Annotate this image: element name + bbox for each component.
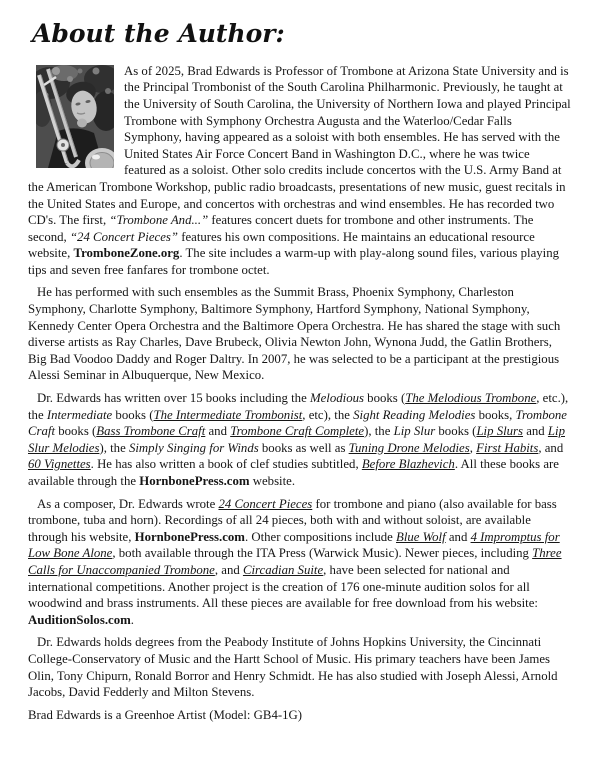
book-title-link[interactable]: Three Calls for Unaccompanied Trombone <box>28 546 562 577</box>
work-title: Melodious <box>309 391 364 406</box>
book-title-link[interactable]: Blue Wolf <box>396 529 446 544</box>
bio-text-run: Dr. Edwards has written over 15 books including the <box>37 391 310 406</box>
book-title-link[interactable]: 4 Impromptus for Low Bone Alone <box>28 529 560 561</box>
bio-text-run: books, <box>475 407 516 422</box>
work-title: Simply Singing for Winds <box>128 440 259 455</box>
bio-text-run: , and <box>214 562 243 577</box>
bio-text-run: features his own compositions. He maintains an educational resource website, <box>28 229 535 261</box>
website-name: HornbonePress.com <box>139 474 250 488</box>
work-title: “24 Concert Pieces” <box>69 229 178 244</box>
work-title: Lip Slur <box>393 424 436 439</box>
bio-text-run: ), the <box>364 424 394 439</box>
book-title-link[interactable]: Lip Slurs <box>476 424 524 439</box>
bio-text-run: books ( <box>363 391 406 406</box>
bio-text-run: Brad Edwards is a Greenhoe Artist (Model: GB4-1G) <box>28 707 303 722</box>
book-title-link[interactable]: The Melodious Trombone <box>405 391 537 406</box>
book-title-link[interactable]: The Intermediate Trombonist <box>153 407 303 422</box>
bio-text-run: books as well as <box>258 440 349 455</box>
bio-text-run: . Other compositions include <box>244 529 397 544</box>
bio-text-run: , and <box>538 440 564 455</box>
website-name: TromboneZone.org <box>73 246 180 261</box>
bio-paragraph <box>28 284 572 384</box>
bio-text-run: , have been selected for national and international competitions. Another project is the creation of 176 one-minute audition solos for all woodwind and brass instruments. All these pieces are available for free download from his website: <box>28 562 538 611</box>
bio-text-run: . <box>130 612 134 627</box>
bio-paragraph <box>28 390 572 490</box>
bio-text-run: and <box>205 424 231 439</box>
bio-text-run: books ( <box>435 424 477 439</box>
bio-paragraph <box>28 496 572 629</box>
book-title-link[interactable]: Trombone Craft Complete <box>230 424 365 439</box>
bio-paragraph <box>28 634 572 700</box>
author-photo-image <box>36 65 114 168</box>
bio-text-run: and <box>523 424 548 439</box>
book-title-link[interactable]: 24 Concert Pieces <box>218 496 313 511</box>
bio-text-run: ), the <box>99 440 129 455</box>
bio-text-run: Dr. Edwards holds degrees from the Peabody Institute of Johns Hopkins University, the Cincinnati College-Conservatory of Music and the Hartt School of Music. His primary teachers have been James Olin, Tony Chipurn, Ronald Borror and Henry Schmidt. He has also studied with Joseph Alessi, Arnold Jacobs, David Fedderly and Milton Stevens. <box>28 635 558 700</box>
work-title: Trombone Craft <box>28 407 567 439</box>
bio-text-run: , both available through the ITA Press (Warwick Music). Newer pieces, including <box>112 546 533 561</box>
bio-text-run: . He has also written a book of clef studies subtitled, <box>90 457 362 472</box>
book-title-link[interactable]: Bass Trombone Craft <box>96 424 206 439</box>
book-title-link[interactable]: Tuning Drone Melodies <box>348 440 470 455</box>
bio-text-run: , <box>469 440 477 455</box>
bio-text-run: books ( <box>112 407 154 422</box>
work-title: Sight Reading Melodies <box>353 407 476 422</box>
bio-text-run: As a composer, Dr. Edwards wrote <box>37 496 219 511</box>
bio-text-run: website. <box>249 474 296 488</box>
bio-text-run: . The site includes a warm-up with play-along sound files, various playing tips and seven free fanfares for trombone octet. <box>28 246 559 277</box>
bio-paragraph <box>28 707 572 724</box>
work-title: “Trombone And...” <box>109 213 209 228</box>
bio-text-run: for trombone and piano (also available for bass trombone, tuba and horn). Recordings of all 24 pieces, both with and without soloist, are available through his website, <box>28 496 557 544</box>
bio-text-run: , etc.), the <box>28 391 569 422</box>
author-photo <box>36 65 114 168</box>
bio-text-run: features concert duets for trombone and other instruments. The second, <box>28 213 534 244</box>
book-title-link[interactable]: Before Blazhevich <box>361 457 455 472</box>
book-title-link[interactable]: 60 Vignettes <box>28 457 91 472</box>
bio-text-run: , etc), the <box>302 407 354 422</box>
bio-text-run: . All these books are available through the <box>28 457 559 488</box>
website-name: HornbonePress.com <box>134 529 245 544</box>
bio-text-run: and <box>445 529 471 544</box>
bio-text-run: He has performed with such ensembles as the Summit Brass, Phoenix Symphony, Charleston Symphony, Charlotte Symphony, Baltimore Symphony, Hartford Symphony, National Symphony, Kennedy Center Opera Orchestra and the Baltimore Opera Orchestra. He has shared the stage with such diverse artists as Ray Charles, Dave Brubeck, Olivia Newton John, Wynona Judd, the Gatlin Brothers, Big Bad Voodoo Daddy and Roger Daltry. In 2007, he was selected to be a participant at the prestigious Alessi Seminar in Albuquerque, New Mexico. <box>28 285 561 383</box>
book-title-link[interactable]: Lip Slur Melodies <box>28 424 565 455</box>
trombone-brace <box>57 139 69 151</box>
page-title: About the Author: <box>32 19 285 48</box>
website-name: AuditionSolos.com <box>28 612 131 627</box>
bio-text-run: books ( <box>55 424 97 439</box>
book-title-link[interactable]: First Habits <box>476 440 539 455</box>
work-title: Intermediate <box>46 407 113 422</box>
bio-text <box>28 63 572 724</box>
bio-text-run: As of 2025, Brad Edwards is Professor of Trombone at Arizona State University and is the Principal Trombonist of the South Carolina Philharmonic. Previously, he taught at the University of South Carolina, the University of Northern Iowa and played Principal Trombone with Symphony Orchestra Augusta and the Waterloo/Cedar Falls Symphony, having appeared as a soloist with both ensembles. He has served with the United States Air Force Concert Band in Washington D.C., where he was twice featured as a soloist. Other solo credits include concertos with the U.S. Army Band at the American Trombone Workshop, public radio broadcasts, presentations of new music, guest recitals in the United States and Europe, and concertos with orchestras and wind ensembles. He has recorded two CD's. The first, <box>28 63 571 228</box>
book-title-link[interactable]: Circadian Suite <box>242 562 324 577</box>
